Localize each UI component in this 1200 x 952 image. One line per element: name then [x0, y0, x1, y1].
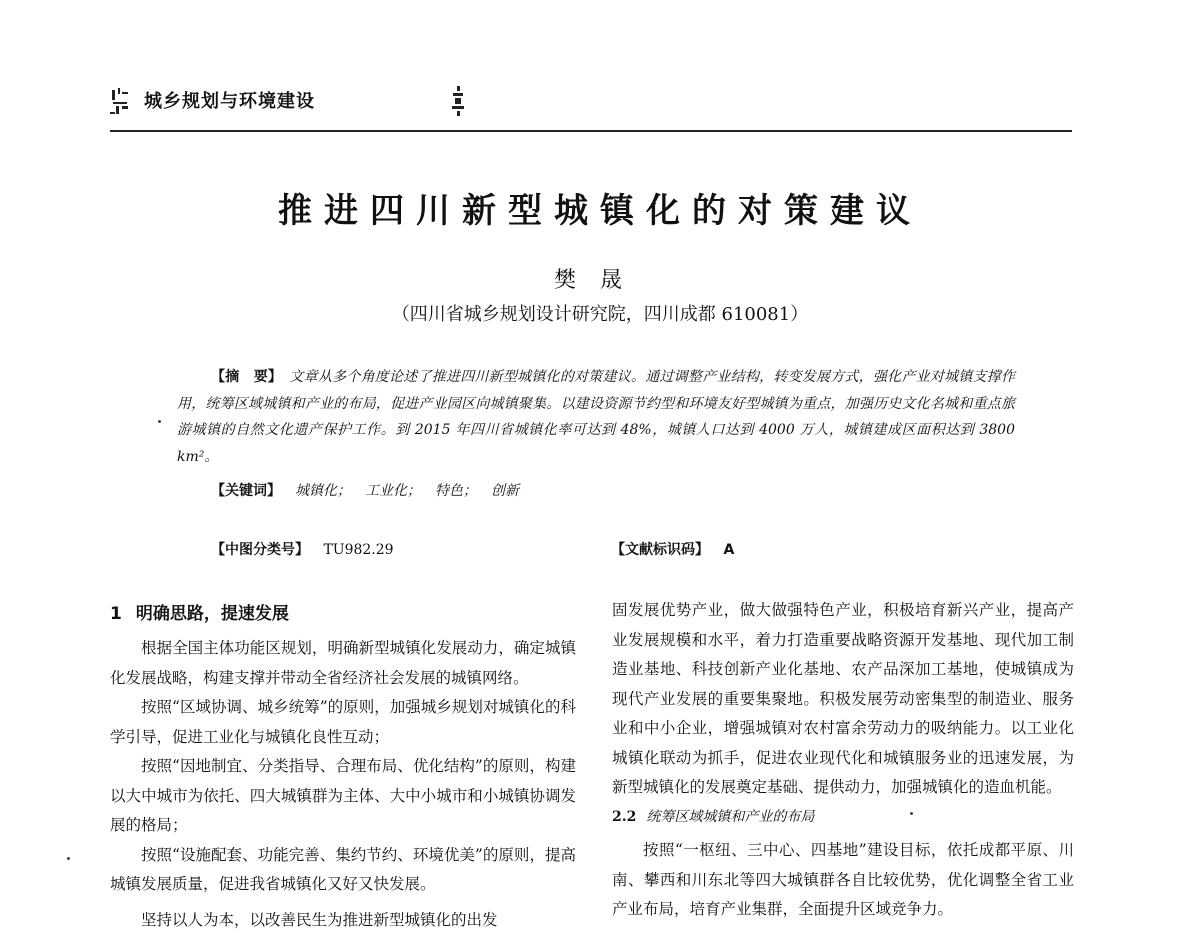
right-column [612, 596, 1074, 925]
scan-speck [67, 857, 70, 860]
clc-value: TU982.29 [323, 542, 394, 558]
paper-title: 推进四川新型城镇化的对策建议 [278, 191, 922, 231]
keywords-label: 【关键词】 [211, 483, 281, 499]
doccode-value: A [723, 542, 735, 558]
journal-section-title: 城乡规划与环境建设 [144, 91, 315, 112]
body-paragraph: 按照“设施配套、功能完善、集约节约、环境优美”的原则，提高城镇发展质量，促进我省城镇化又好又快发展。 [110, 845, 576, 893]
clc-classification [211, 539, 394, 559]
scan-speck [158, 420, 161, 423]
document-code [611, 539, 734, 559]
keyword-item: 城镇化； [295, 483, 351, 499]
section-heading [110, 596, 576, 634]
body-paragraph: 按照“一枢纽、三中心、四基地”建设目标，依托成都平原、川南、攀西和川东北等四大城镇群各自比较优势，优化调整全省工业产业布局，培育产业集群，全面提升区域竞争力。 [612, 841, 1074, 918]
subsection-number: 2.2 [612, 808, 637, 825]
header-ornament-icon [451, 86, 465, 116]
keywords [211, 480, 519, 500]
left-column [110, 596, 576, 935]
doccode-label: 【文献标识码】 [611, 542, 709, 558]
abstract-text: 文章从多个角度论述了推进四川新型城镇化的对策建议。通过调整产业结构，转变发展方式，强化产业对城镇支撑作用，统筹区域城镇和产业的布局，促进产业园区向城镇聚集。以建设资源节约型和环境友好型城镇为重点，加强历史文化名城和重点旅游城镇的自然文化遗产保护工作。到 2015 年四川省城镇化率可达到 48%，城镇人口达到 4000 万人，城镇建成区面积达到 3800 km²。 [177, 369, 1016, 465]
running-header [110, 82, 1072, 130]
author-affiliation: （四川省城乡规划设计研究院，四川成都 610081） [391, 304, 809, 325]
section-title: 明确思路，提速发展 [135, 604, 289, 624]
body-paragraph: 坚持以人为本，以改善民生为推进新型城镇化的出发 [141, 910, 498, 929]
body-paragraph: 按照“区域协调、城乡统筹”的原则，加强城乡规划对城镇化的科学引导，促进工业化与城镇化良性互动； [110, 698, 576, 746]
keyword-item: 工业化； [365, 483, 421, 499]
scan-speck [910, 812, 913, 815]
keyword-item: 创新 [491, 483, 519, 499]
section-number: 1 [110, 604, 122, 624]
abstract-label: 【摘 要】 [211, 369, 276, 385]
abstract [177, 364, 1015, 470]
keyword-item: 特色； [435, 483, 477, 499]
clc-label: 【中图分类号】 [211, 542, 309, 558]
body-paragraph: 按照“因地制宜、分类指导、合理布局、优化结构”的原则，构建以大中城市为依托、四大城镇群为主体、大中小城市和小城镇协调发展的格局； [110, 757, 576, 834]
body-paragraph-continued: 固发展优势产业，做大做强特色产业，积极培育新兴产业，提高产业发展规模和水平，着力打造重要战略资源开发基地、现代加工制造业基地、科技创新产业化基地、农产品深加工基地，使城镇成为现代产业发展的重要集聚地。积极发展劳动密集型的制造业、服务业和中小企业，增强城镇对农村富余劳动力的吸纳能力。以工业化城镇化联动为抓手，促进农业现代化和城镇服务业的迅速发展，为新型城镇化的发展奠定基础、提供动力，加强城镇化的造血机能。 [612, 601, 1074, 796]
paper-author: 樊晟 [553, 268, 646, 293]
header-rule [110, 130, 1072, 132]
subsection-heading [612, 803, 1074, 833]
journal-logo-icon [110, 88, 132, 116]
abstract-body [177, 364, 1015, 470]
body-paragraph: 根据全国主体功能区规划，明确新型城镇化发展动力，确定城镇化发展战略，构建支撑并带动全省经济社会发展的城镇网络。 [110, 639, 576, 687]
subsection-title: 统筹区域城镇和产业的布局 [646, 808, 815, 825]
